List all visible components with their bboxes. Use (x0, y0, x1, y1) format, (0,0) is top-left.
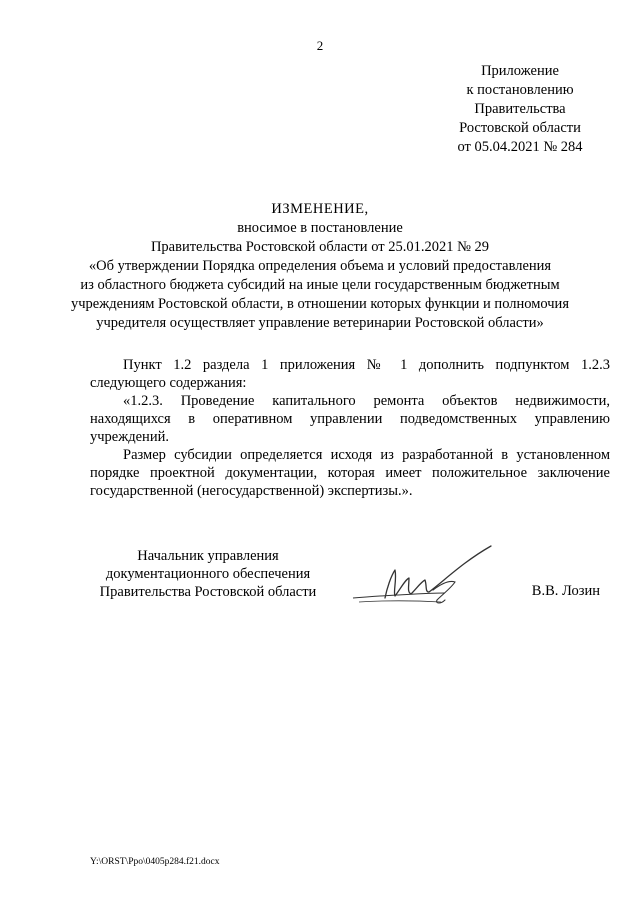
appendix-line: Приложение (481, 63, 559, 79)
appendix-line: к постановлению (466, 82, 574, 98)
heading-line: учредителя осуществляет управление ветеринарии Ростовской области» (96, 315, 544, 331)
appendix-line: Правительства (474, 101, 566, 117)
file-path: Y:\ORST\Ppo\0405p284.f21.docx (90, 857, 220, 867)
body-paragraph: Пункт 1.2 раздела 1 приложения № 1 дополнить подпунктом 1.2.3 следующего содержания: (90, 357, 610, 391)
signer-position (88, 547, 328, 601)
document-heading (60, 200, 580, 333)
heading-line: учреждениям Ростовской области, в отношении которых функции и полномочия (70, 296, 569, 312)
document-body (90, 356, 610, 500)
signer-name: В.В. Лозин (531, 583, 600, 599)
heading-title: ИЗМЕНЕНИЕ, (271, 201, 369, 217)
signer-position-line: Начальник управления (137, 548, 279, 564)
appendix-line: от 05.04.2021 № 284 (457, 139, 583, 155)
signer-position-line: Правительства Ростовской области (99, 584, 317, 600)
signer-position-line: документационного обеспечения (105, 566, 311, 582)
body-paragraph: Размер субсидии определяется исходя из разработанной в установленном порядке проектной документации, которая имеет положительное заключение государственной (негосударственной) экспертизы.». (90, 447, 610, 499)
appendix-line: Ростовской области (459, 120, 581, 136)
heading-line: «Об утверждении Порядка определения объема и условий предоставления (88, 258, 552, 274)
appendix-block (440, 62, 600, 157)
heading-line: из областного бюджета субсидий на иные цели государственным бюджетным (80, 277, 560, 293)
page-number: 2 (316, 38, 324, 53)
heading-line: вносимое в постановление (237, 220, 403, 236)
heading-line: Правительства Ростовской области от 25.01.2021 № 29 (150, 239, 490, 255)
body-paragraph: «1.2.3. Проведение капитального ремонта объектов недвижимости, находящихся в оперативном управлении подведомственных управлению учреждений. (90, 393, 610, 445)
